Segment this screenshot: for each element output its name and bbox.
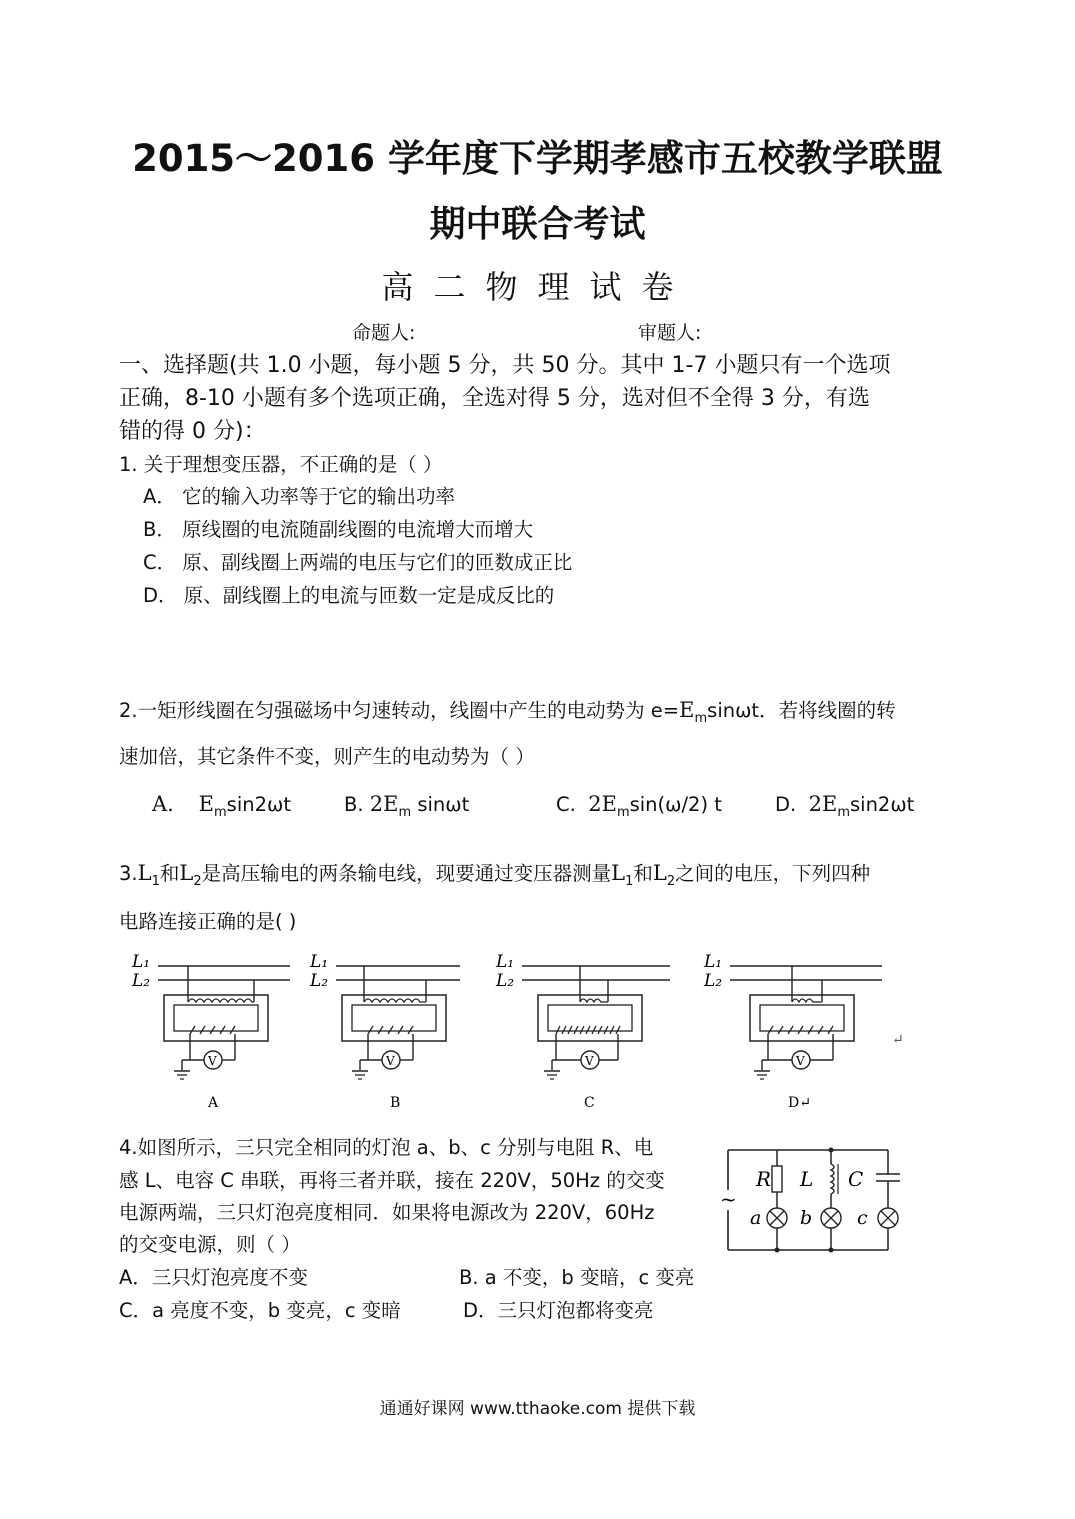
diagram-label-d: D↵ [788,1095,811,1111]
svg-text:L₂: L₂ [704,971,723,991]
q2-option-b: B. $2E_m$ sinωt [344,792,470,820]
q2-option-c: C. $2E_m\sin(\omega/2)$ t [556,792,722,820]
rlc-circuit-diagram [712,1136,912,1261]
title-line1: 2015～2016 学年度下学期孝感市五校教学联盟 [132,137,943,180]
return-mark: ↵ [892,1032,904,1048]
svg-text:a: a [750,1207,762,1229]
svg-text:V: V [386,1054,395,1068]
diagram-b [309,952,460,1111]
svg-text:L₂: L₂ [132,971,151,991]
q2-stem-line2: 速加倍，其它条件不变，则产生的电动势为（ ） [119,745,535,768]
diagram-a [131,952,290,1111]
diagram-label-a: A [208,1095,219,1111]
svg-text:c: c [857,1207,868,1229]
q4-line2: 感 L、电容 C 串联，再将三者并联，接在 220V，50Hz 的交变 [119,1169,665,1192]
svg-text:L₁: L₁ [310,952,329,972]
q2-option-a: A. $E_m\sin 2\omega t$ [152,792,291,820]
diagram-c [495,952,670,1111]
section1-line1: 一、选择题(共 1.0 小题，每小题 5 分，共 50 分。其中 1-7 小题只有一个选项 [119,353,891,378]
svg-text:L: L [800,1167,814,1191]
svg-text:V: V [208,1054,217,1068]
svg-text:C: C [848,1167,864,1191]
q4-option-d: D．三只灯泡都将变亮 [463,1299,654,1322]
q4-option-a: A．三只灯泡亮度不变 [119,1266,308,1289]
transformer-diagrams [120,944,920,1119]
q1-stem: 1. 关于理想变压器，不正确的是（ ） [119,453,443,476]
q2-stem-line1: 2.一矩形线圈在匀强磁场中匀速转动，线圈中产生的电动势为 $e=E_m\sin\omega t$．若将线圈的转 [119,698,896,726]
q4-option-c: C．a 亮度不变，b 变亮，c 变暗 [119,1299,401,1322]
q2-option-d: D. $2E_m\sin 2\omega t$ [775,792,915,820]
svg-text:L₁: L₁ [496,952,515,972]
diagram-label-b: B [390,1095,401,1111]
svg-text:L₁: L₁ [132,952,151,972]
q4-line4: 的交变电源，则（ ） [119,1233,301,1256]
ac-source-symbol: ~ [720,1187,737,1211]
diagram-d [703,952,904,1111]
reviewer-label: 审题人: [638,322,702,344]
footer-credit: 通通好课网 www.tthaoke.com 提供下载 [379,1399,696,1419]
q1-option-d: D． 原、副线圈上的电流与匝数一定是成反比的 [143,584,555,607]
q3-stem-line2: 电路连接正确的是( ) [119,910,297,933]
emf-symbol: E [679,698,695,722]
diagram-label-c: C [584,1095,595,1111]
svg-text:L₂: L₂ [310,971,329,991]
svg-text:L₁: L₁ [704,952,723,972]
q4-line3: 电源两端，三只灯泡亮度相同．如果将电源改为 220V，60Hz [119,1201,655,1224]
q1-option-b: B． 原线圈的电流随副线圈的电流增大而增大 [143,518,534,541]
title-line3: 高二物理试卷 [381,268,694,306]
section1-line2: 正确，8-10 小题有多个选项正确，全选对得 5 分，选对但不全得 3 分，有选 [119,386,870,411]
svg-text:V: V [585,1054,594,1068]
q1-option-c: C． 原、副线圈上两端的电压与它们的匝数成正比 [143,551,573,574]
author-label: 命题人: [352,322,416,344]
svg-text:b: b [800,1207,813,1229]
q1-option-a: A． 它的输入功率等于它的输出功率 [143,485,456,508]
section1-line3: 错的得 0 分)： [119,419,266,444]
svg-text:V: V [796,1054,805,1068]
q3-stem-line1: $3.L_1$和$L_2$是高压输电的两条输电线，现要通过变压器测量$L_1$和$L_2$之间的电压，下列四种 [119,861,871,889]
q4-line1: 4.如图所示，三只完全相同的灯泡 a、b、c 分别与电阻 R、电 [119,1136,654,1159]
svg-text:L₂: L₂ [496,971,515,991]
title-line2: 期中联合考试 [429,204,646,245]
q4-option-b: B. a 不变，b 变暗，c 变亮 [459,1266,695,1289]
svg-text:R: R [756,1167,772,1191]
